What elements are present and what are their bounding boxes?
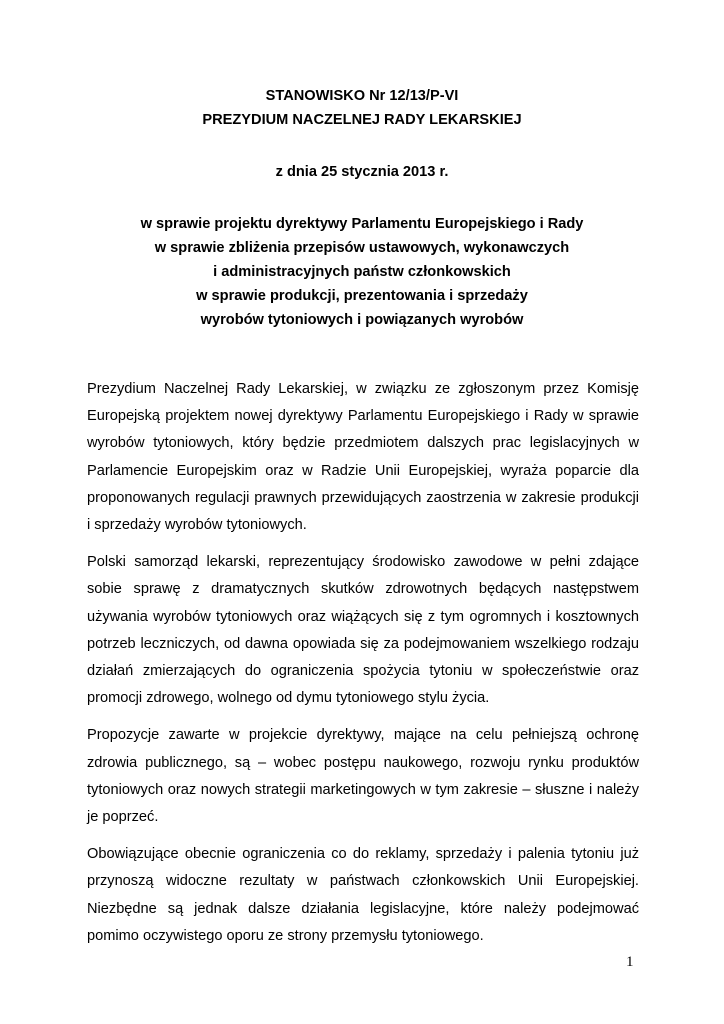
body-paragraph: Polski samorząd lekarski, reprezentujący środowisko zawodowe w pełni zdające sobie sprawę z dramatycznych skutków zdrowotnych będących następstwem używania wyrobów tytoniowych oraz wiążących się z tym ogromnych i kosztownych potrzeb leczniczych, od dawna opowiada się za podejmowaniem wszelkiego rodzaju działań zmierzających do ograniczenia spożycia tytoniu w społeczeństwie oraz promocji zdrowego, wolnego od dymu tytoniowego stylu życia. bbox=[87, 554, 639, 707]
document-subject bbox=[0, 212, 724, 332]
issuing-body: PREZYDIUM NACZELNEJ RADY LEKARSKIEJ bbox=[202, 112, 522, 128]
subject-line: wyrobów tytoniowych i powiązanych wyrobów bbox=[200, 312, 524, 328]
body-paragraph: Obowiązujące obecnie ograniczenia co do reklamy, sprzedaży i palenia tytoniu już przynoszą widoczne rezultaty w państwach członkowskich Unii Europejskiej. Niezbędne są jednak dalsze działania legislacyjne, które należy podejmować pomimo oczywistego oporu ze strony przemysłu tytoniowego. bbox=[87, 846, 639, 944]
subject-line: w sprawie zbliżenia przepisów ustawowych, wykonawczych bbox=[154, 240, 570, 256]
subject-line: w sprawie produkcji, prezentowania i sprzedaży bbox=[196, 288, 528, 304]
document-body bbox=[87, 376, 639, 960]
document-date: z dnia 25 stycznia 2013 r. bbox=[275, 164, 449, 180]
subject-line: w sprawie projektu dyrektywy Parlamentu Europejskiego i Rady bbox=[140, 216, 584, 232]
page-number: 1 bbox=[626, 954, 634, 970]
subject-line: i administracyjnych państw członkowskich bbox=[213, 264, 511, 280]
document-title: STANOWISKO Nr 12/13/P-VI bbox=[265, 88, 459, 104]
body-paragraph: Prezydium Naczelnej Rady Lekarskiej, w związku ze zgłoszonym przez Komisję Europejską projektem nowej dyrektywy Parlamentu Europejskiego i Rady w sprawie wyrobów tytoniowych, który będzie przedmiotem dalszych prac legislacyjnych w Parlamencie Europejskim oraz w Radzie Unii Europejskiej, wyraża poparcie dla proponowanych regulacji prawnych przewidujących zaostrzenia w zakresie produkcji i sprzedaży wyrobów tytoniowych. bbox=[87, 381, 639, 534]
document-header bbox=[0, 84, 724, 332]
body-paragraph: Propozycje zawarte w projekcie dyrektywy, mające na celu pełniejszą ochronę zdrowia publicznego, są – wobec postępu naukowego, rozwoju rynku produktów tytoniowych oraz nowych strategii marketingowych w tym zakresie – słuszne i należy je poprzeć. bbox=[87, 727, 639, 826]
